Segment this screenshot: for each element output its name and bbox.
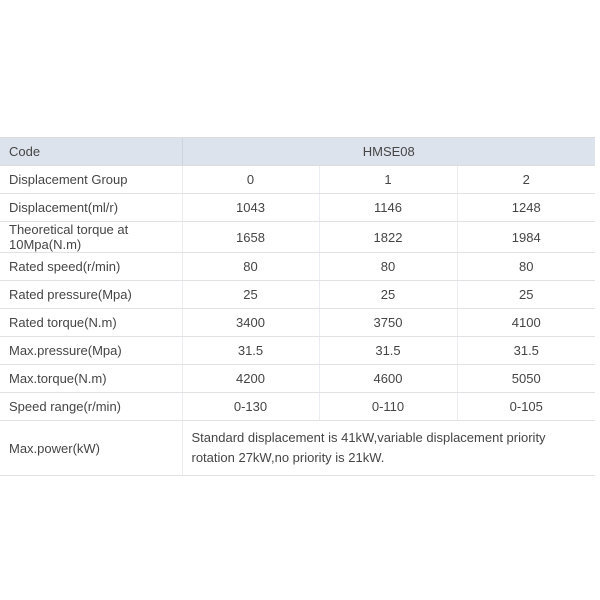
row-value: 1984 [457,222,595,253]
row-label: Rated speed(r/min) [0,253,182,281]
table-row-speed-range [0,393,595,421]
row-value: 0-110 [319,393,457,421]
row-value: 0-130 [182,393,319,421]
table-row-max-torque [0,365,595,393]
table-row-max-power [0,421,595,476]
row-value: 80 [319,253,457,281]
row-value: 4600 [319,365,457,393]
row-value: 1248 [457,194,595,222]
row-label: Rated torque(N.m) [0,309,182,337]
row-value: 1822 [319,222,457,253]
row-value: 1146 [319,194,457,222]
row-value: 25 [319,281,457,309]
row-value: 80 [457,253,595,281]
row-label: Rated pressure(Mpa) [0,281,182,309]
table-row-displacement [0,194,595,222]
row-value: 5050 [457,365,595,393]
row-value: 31.5 [319,337,457,365]
row-label: Max.pressure(Mpa) [0,337,182,365]
row-value: 1 [319,166,457,194]
table-row-rated-torque [0,309,595,337]
table-row-max-pressure [0,337,595,365]
spec-table [0,137,595,476]
row-value: 80 [182,253,319,281]
row-value: 1043 [182,194,319,222]
row-value: 3750 [319,309,457,337]
row-value: 4100 [457,309,595,337]
row-label: Max.power(kW) [0,421,182,476]
spec-table-container [0,137,595,476]
row-label: Theoretical torque at 10Mpa(N.m) [0,222,182,253]
row-value: 0 [182,166,319,194]
row-value: 31.5 [182,337,319,365]
table-row-rated-speed [0,253,595,281]
row-value: 25 [182,281,319,309]
table-row-displacement-group [0,166,595,194]
row-label: Max.torque(N.m) [0,365,182,393]
header-model-value: HMSE08 [182,138,595,166]
row-value: 3400 [182,309,319,337]
row-value: 4200 [182,365,319,393]
table-row-theoretical-torque [0,222,595,253]
row-value: 25 [457,281,595,309]
table-row-rated-pressure [0,281,595,309]
row-value: 2 [457,166,595,194]
header-code-label: Code [0,138,182,166]
row-label: Speed range(r/min) [0,393,182,421]
row-label: Displacement(ml/r) [0,194,182,222]
max-power-note: Standard displacement is 41kW,variable displacement priority rotation 27kW,no priority is 21kW. [182,421,595,476]
row-value: 31.5 [457,337,595,365]
table-header-row [0,138,595,166]
row-value: 0-105 [457,393,595,421]
row-label: Displacement Group [0,166,182,194]
row-value: 1658 [182,222,319,253]
